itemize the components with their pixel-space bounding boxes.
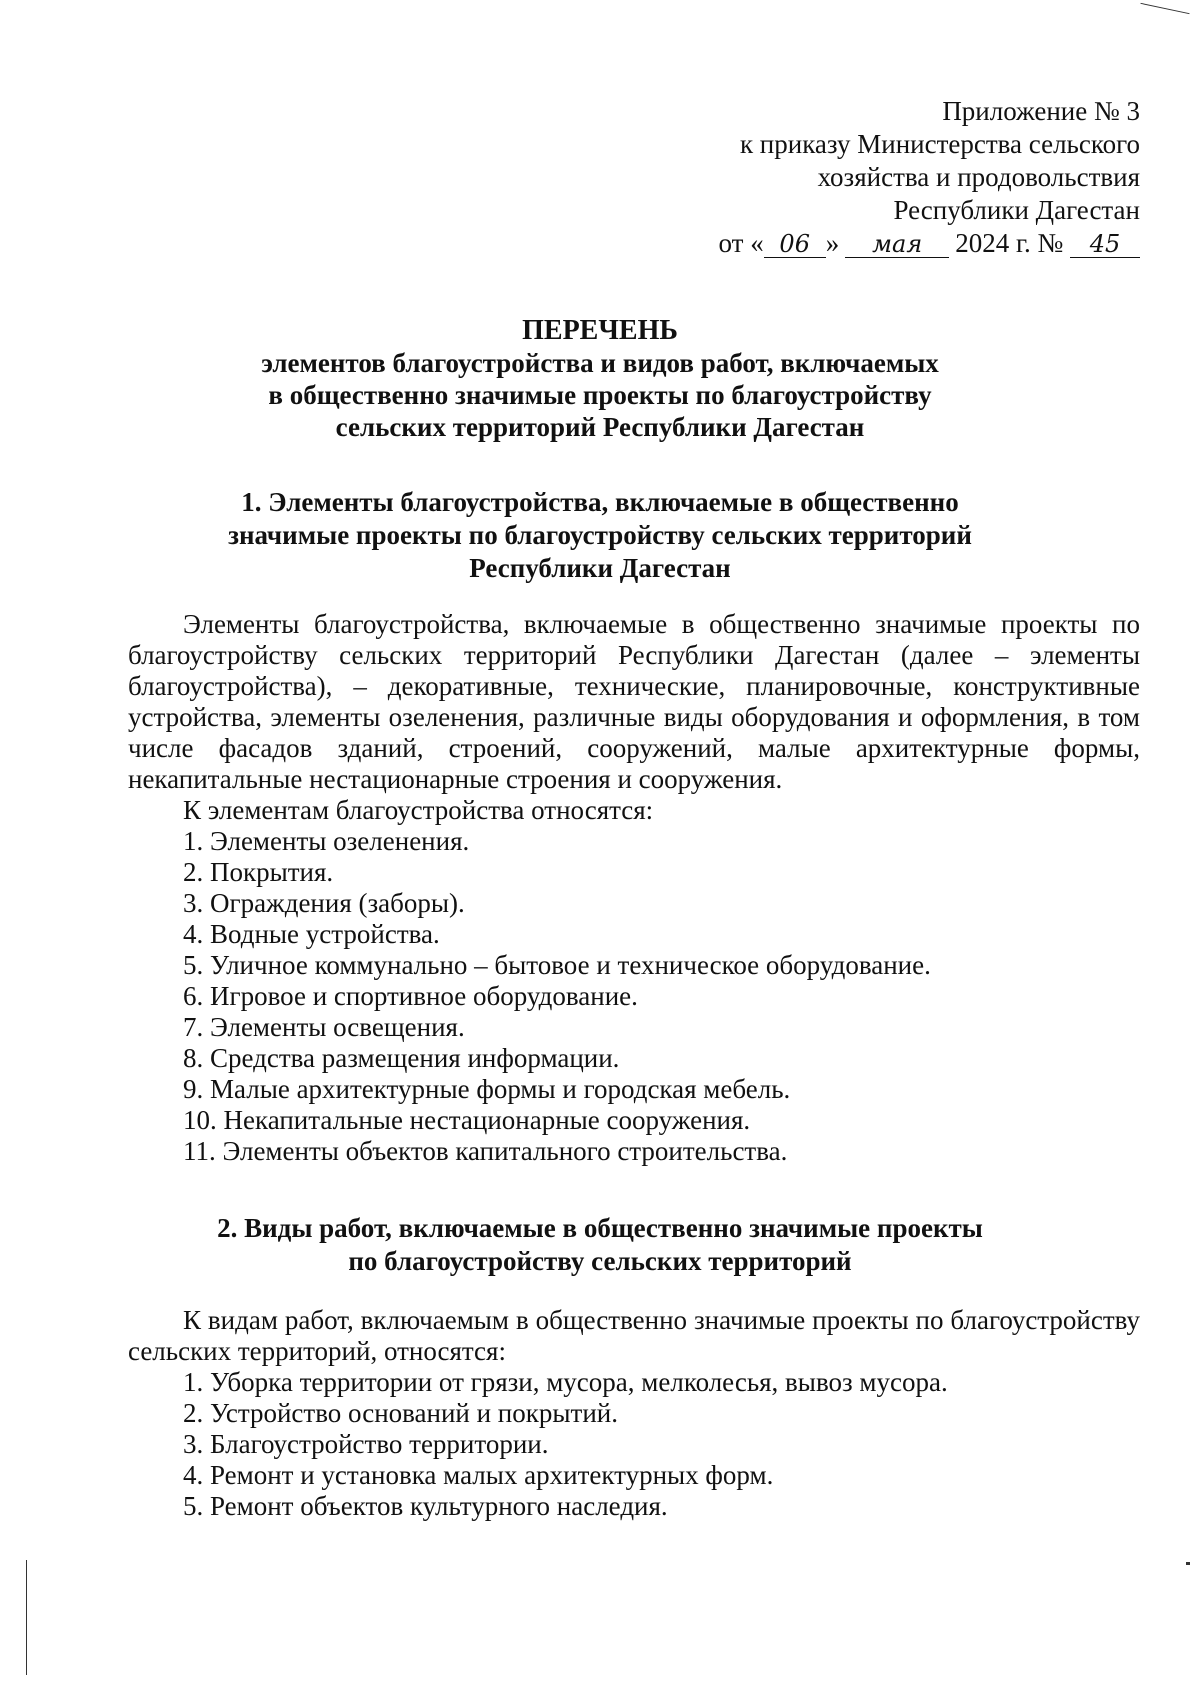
appendix-number: Приложение № 3 [942, 96, 1140, 126]
list-item: 11. Элементы объектов капитального строительства. [183, 1136, 788, 1166]
list-item: 10. Некапитальные нестационарные сооружения. [183, 1105, 751, 1135]
title-subtitle-line-2: в общественно значимые проекты по благоустройству [268, 380, 932, 410]
section-2-paragraph: К видам работ, включаемым в общественно значимые проекты по благоустройству сельских территорий, относятся: [128, 1305, 1140, 1366]
list-item: 2. Покрытия. [183, 857, 334, 887]
scan-artifact-line [1140, 3, 1189, 14]
section-1-heading-line-3: Республики Дагестан [469, 553, 731, 583]
section-1-body [128, 609, 1140, 1167]
appendix-date-line [719, 227, 1141, 260]
section-2-list [128, 1367, 1140, 1522]
section-1-paragraph: Элементы благоустройства, включаемые в общественно значимые проекты по благоустройству сельских территорий Республики Дагестан (далее – элементы благоустройства), – декоративные, технические, планировочные, конструктивные устройства, элементы озеленения, различные виды оборудования и оформления, в том числе фасадов зданий, строений, сооружений, малые архитектурные формы, некапитальные нестационарные строения и сооружения. [128, 609, 1140, 794]
list-item: 9. Малые архитектурные формы и городская мебель. [183, 1074, 791, 1104]
title-subtitle-line-3: сельских территорий Республики Дагестан [335, 412, 865, 442]
date-prefix: от « [718, 228, 764, 258]
order-number-handwritten: 45 [1070, 231, 1140, 258]
list-item: 2. Устройство оснований и покрытий. [183, 1398, 618, 1428]
date-day-handwritten: 06 [764, 231, 826, 258]
list-item: 6. Игровое и спортивное оборудование. [183, 981, 638, 1011]
title-main: ПЕРЕЧЕНЬ [522, 315, 678, 346]
list-item: 5. Уличное коммунально – бытовое и техническое оборудование. [183, 950, 931, 980]
list-item: 5. Ремонт объектов культурного наследия. [183, 1491, 668, 1521]
section-1-heading-line-2: значимые проекты по благоустройству сельских территорий [228, 520, 972, 550]
section-2-heading-line-2: по благоустройству сельских территорий [348, 1246, 852, 1276]
scan-artifact-dot [1186, 1562, 1190, 1565]
section-1-heading [0, 486, 1200, 585]
scan-artifact-edge [26, 1560, 27, 1675]
section-1-heading-line-1: 1. Элементы благоустройства, включаемые в общественно [241, 487, 959, 517]
section-1-intro: К элементам благоустройства относятся: [183, 795, 654, 825]
list-item: 4. Водные устройства. [183, 919, 440, 949]
section-1-list [128, 826, 1140, 1167]
list-item: 4. Ремонт и установка малых архитектурных форм. [183, 1460, 774, 1490]
date-mid: » [825, 228, 840, 258]
list-item: 3. Благоустройство территории. [183, 1429, 549, 1459]
document-title [0, 315, 1200, 443]
section-2-body [128, 1305, 1140, 1522]
list-item: 1. Уборка территории от грязи, мусора, мелколесья, вывоз мусора. [183, 1367, 948, 1397]
appendix-republic: Республики Дагестан [893, 195, 1140, 225]
date-month-handwritten: мая [845, 231, 949, 258]
list-item: 3. Ограждения (заборы). [183, 888, 465, 918]
title-subtitle-line-1: элементов благоустройства и видов работ, включаемых [261, 348, 939, 378]
date-year: 2024 г. № [955, 228, 1064, 258]
appendix-header [719, 95, 1141, 260]
list-item: 7. Элементы освещения. [183, 1012, 465, 1042]
section-2-heading [0, 1212, 1200, 1278]
section-2-heading-line-1: 2. Виды работ, включаемые в общественно значимые проекты [217, 1213, 983, 1243]
list-item: 8. Средства размещения информации. [183, 1043, 620, 1073]
appendix-ministry: хозяйства и продовольствия [817, 162, 1140, 192]
appendix-order-ref: к приказу Министерства сельского [739, 129, 1140, 159]
list-item: 1. Элементы озеленения. [183, 826, 470, 856]
